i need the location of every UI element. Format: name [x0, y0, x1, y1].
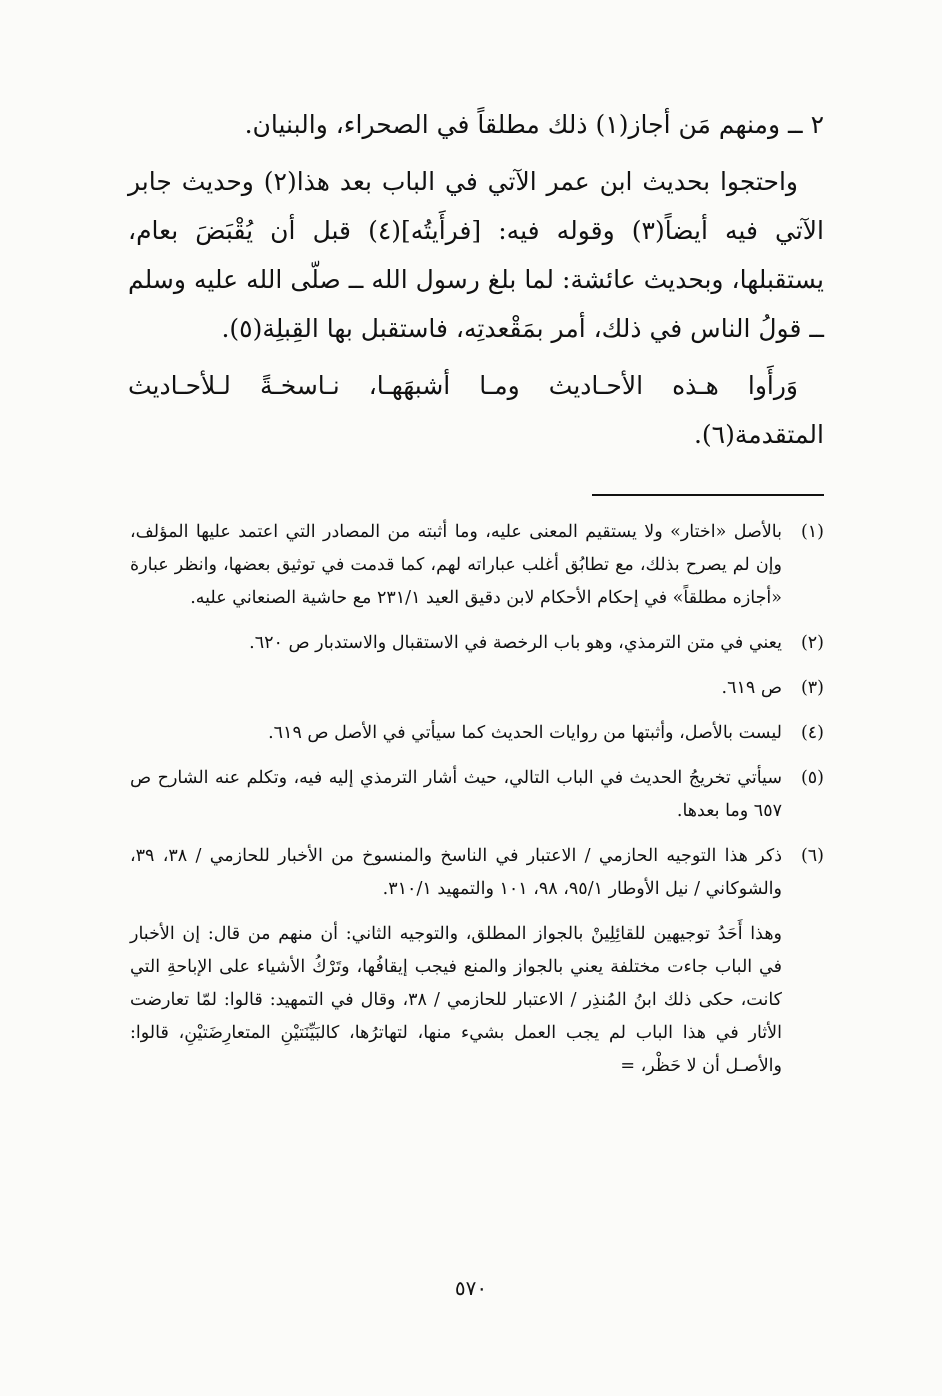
footnote-number: (٦): [800, 846, 824, 866]
footnote-5: [130, 762, 824, 828]
page-number: ٥٧٠: [454, 1276, 488, 1300]
footnote-text: يعني في متن الترمذي، وهو باب الرخصة في الاستقبال والاستدبار ص ٦٢٠.: [249, 633, 782, 653]
footnote-text: ذكر هذا التوجيه الحازمي / الاعتبار في الناسخ والمنسوخ من الأخبار للحازمي / ٣٨، ٣٩، والشوكاني / نيل الأوطار ٩٥/١، ٩٨، ١٠١ والتمهيد ٣١٠/١.: [130, 846, 782, 899]
footnote-number: (١): [800, 522, 824, 542]
main-text: [128, 100, 824, 459]
main-paragraph-2: واحتجوا بحديث ابن عمر الآتي في الباب بعد هذا(٢) وحديث جابر الآتي فيه أيضاً(٣) وقوله فيه: [فرأَيتُه](٤) قبل أن يُقْبَضَ بعام، يستقبلها، وبحديث عائشة: لما بلغ رسول الله ــ صلّى الله عليه وسلم ــ قولُ الناس في ذلك، أمر بمَقْعدتِه، فاستقبل بها القِبلِة(٥).: [128, 167, 824, 343]
footnote-6: [130, 840, 824, 906]
footnote-separator: [592, 494, 824, 496]
footnote-text: ص ٦١٩.: [721, 678, 782, 698]
footnote-text: بالأصل «اختار» ولا يستقيم المعنى عليه، وما أثبته من المصادر التي اعتمد عليها المؤلف، وإن لم يصرح بذلك، مع تطابُق أغلب عباراته لهم، كما قدمت في توثيق بعضها، وانظر عبارة «أجازه مطلقاً» في إحكام الأحكام لابن دقيق العيد ٢٣١/١ مع حاشية الصنعاني عليه.: [130, 522, 782, 608]
main-paragraph-1: ٢ ــ ومنهم مَن أجاز(١) ذلك مطلقاً في الصحراء، والبنيان.: [244, 110, 824, 139]
footnote-4: [130, 717, 824, 750]
footnote-text: سيأتي تخريجُ الحديث في الباب التالي، حيث أشار الترمذي إليه فيه، وتكلم عنه الشارح ص ٦٥٧ وما بعدها.: [130, 768, 782, 821]
footnote-text: ليست بالأصل، وأثبتها من روايات الحديث كما سيأتي في الأصل ص ٦١٩.: [268, 723, 782, 743]
footnote-number: (٤): [800, 723, 824, 743]
footnote-2: [130, 627, 824, 660]
footnote-1: [130, 516, 824, 615]
main-paragraph-3: وَرأَوا هـذه الأحـاديث ومـا أشبهَهـا، نـاسخـةً لـلأحـاديث المتقدمة(٦).: [128, 371, 824, 449]
footnote-number: (٢): [800, 633, 824, 653]
footnote-3: [130, 672, 824, 705]
footnote-number: (٣): [800, 678, 824, 698]
footnote-number: (٥): [800, 768, 824, 788]
footnotes: [130, 516, 824, 1083]
footnote-continuation: وهذا أَحَدُ توجيهين للقائِلِينْ بالجواز المطلق، والتوجيه الثاني: أن منهم من قال: إن الأخبار في الباب جاءت مختلفة يعني بالجواز والمنع فيجب إيقافُها، وتَرْكُ الأشياء على الإباحةِ التي كانت، حكى ذلك ابنُ المُنذِر / الاعتبار للحازمي / ٣٨، وقال في التمهيد: قالوا: لمّا تعارضت الأثار في هذا الباب لم يجب العمل بشيء منها، لتهاترُها، كالبَيِّنَتيْنِ المتعارِضَتيْنِ، قالوا: والأصـل أن لا حَظْر، =: [130, 924, 782, 1076]
